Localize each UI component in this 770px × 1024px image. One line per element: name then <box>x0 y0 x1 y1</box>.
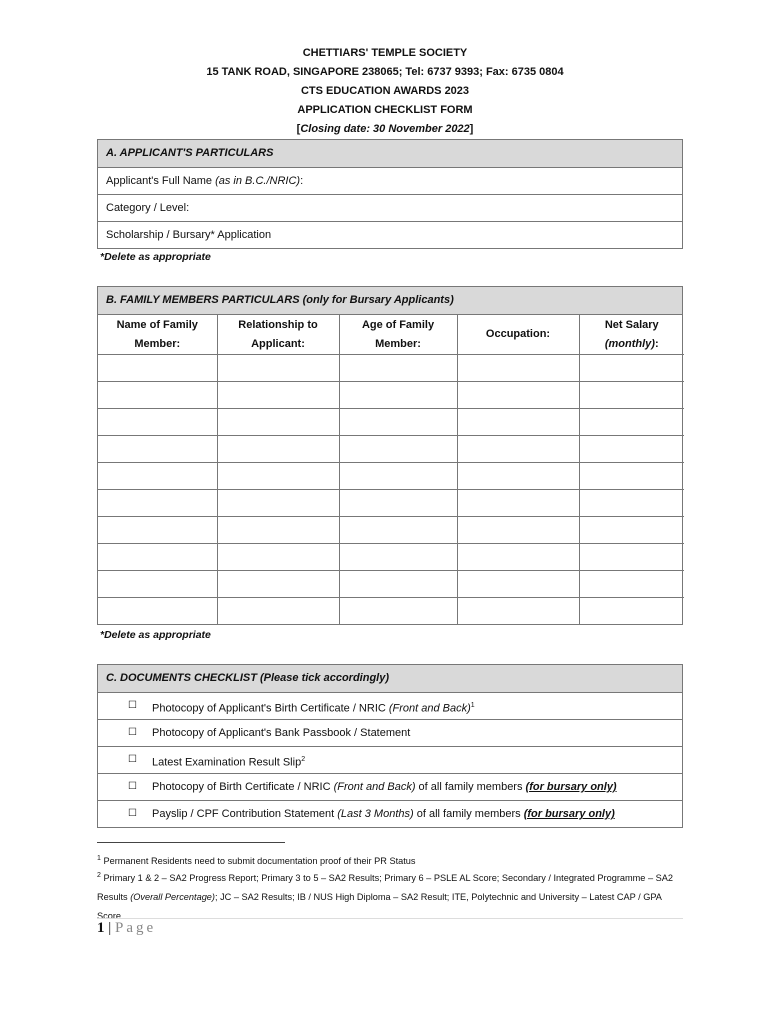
field-application-type[interactable] <box>98 222 682 248</box>
table-cell[interactable] <box>98 517 217 544</box>
col-header-name: Name of Family Member: <box>98 315 217 355</box>
table-cell[interactable] <box>579 571 684 598</box>
field-full-name-hint: (as in B.C./NRIC) <box>215 175 301 187</box>
table-row <box>98 463 684 490</box>
table-cell[interactable] <box>457 409 579 436</box>
section-b-title: B. FAMILY MEMBERS PARTICULARS (only for Bursary Applicants) <box>98 287 682 315</box>
table-row <box>98 436 684 463</box>
section-a-title: A. APPLICANT'S PARTICULARS <box>98 140 682 168</box>
checklist-item-family-nric[interactable]: ☐ Photocopy of Birth Certificate / NRIC (Front and Back) of all family members (for bursary only) <box>98 774 682 801</box>
table-cell[interactable] <box>579 355 684 382</box>
table-cell[interactable] <box>217 571 339 598</box>
col-header-relationship: Relationship to Applicant: <box>217 315 339 355</box>
section-a-note: *Delete as appropriate <box>100 251 211 263</box>
table-cell[interactable] <box>457 571 579 598</box>
field-full-name[interactable]: Applicant's Full Name (as in B.C./NRIC): <box>98 168 682 195</box>
table-cell[interactable] <box>217 490 339 517</box>
col-header-net-salary: Net Salary (monthly): <box>579 315 684 355</box>
table-cell[interactable] <box>217 544 339 571</box>
table-cell[interactable] <box>217 382 339 409</box>
table-cell[interactable] <box>579 490 684 517</box>
checklist-item-applicant-nric[interactable]: ☐ Photocopy of Applicant's Birth Certificate / NRIC (Front and Back)$^1$ <box>98 693 682 720</box>
table-cell[interactable] <box>339 436 457 463</box>
table-cell[interactable] <box>339 544 457 571</box>
footnote-2: $^2$ Primary 1 & 2 – SA2 Progress Report; Primary 3 to 5 – SA2 Results; Primary 6 – PSLE AL Score; Secondary / Integrated Programme – SA2 Results (Overall Percentage); JC – SA2 Results; IB / NUS High Diploma – SA2 Result; ITE, Polytechnic and University – Latest CAP / GPA Score <box>97 872 673 922</box>
org-name: CHETTIARS' TEMPLE SOCIETY <box>302 47 468 59</box>
org-address: 15 TANK ROAD, SINGAPORE 238065; Tel: 6737 9393; Fax: 6735 0804 <box>206 66 564 78</box>
form-title: APPLICATION CHECKLIST FORM <box>297 104 473 116</box>
table-row <box>98 544 684 571</box>
table-cell[interactable] <box>98 463 217 490</box>
table-cell[interactable] <box>579 409 684 436</box>
table-cell[interactable] <box>457 382 579 409</box>
table-cell[interactable] <box>457 355 579 382</box>
table-cell[interactable] <box>339 517 457 544</box>
table-cell[interactable] <box>339 409 457 436</box>
section-c-documents-checklist <box>97 664 683 828</box>
field-full-name-label: Applicant's Full Name <box>106 175 216 187</box>
table-cell[interactable] <box>217 355 339 382</box>
section-c-title: C. DOCUMENTS CHECKLIST (Please tick accordingly) <box>98 665 682 693</box>
table-cell[interactable] <box>457 544 579 571</box>
table-cell[interactable] <box>339 598 457 625</box>
checklist-item-payslip[interactable]: ☐ Payslip / CPF Contribution Statement (Last 3 Months) of all family members (for bursary only) <box>98 801 682 827</box>
table-cell[interactable] <box>579 382 684 409</box>
page-footer-divider <box>97 918 683 919</box>
table-cell[interactable] <box>98 544 217 571</box>
checkbox-icon[interactable]: ☐ <box>128 700 137 711</box>
table-cell[interactable] <box>98 382 217 409</box>
table-row <box>98 571 684 598</box>
table-cell[interactable] <box>579 517 684 544</box>
section-a-applicant-particulars <box>97 139 683 249</box>
table-cell[interactable] <box>579 436 684 463</box>
table-cell[interactable] <box>98 355 217 382</box>
table-cell[interactable] <box>579 598 684 625</box>
table-cell[interactable] <box>217 598 339 625</box>
table-cell[interactable] <box>98 490 217 517</box>
field-category-level[interactable] <box>98 195 682 222</box>
table-cell[interactable] <box>457 490 579 517</box>
table-cell[interactable] <box>98 409 217 436</box>
table-row <box>98 517 684 544</box>
table-cell[interactable] <box>339 382 457 409</box>
field-application-type-label: Scholarship / Bursary* Application <box>106 229 272 241</box>
footnote-1: $^1$ Permanent Residents need to submit documentation proof of their PR Status <box>97 855 416 867</box>
table-cell[interactable] <box>98 436 217 463</box>
col-header-occupation: Occupation: <box>457 315 579 355</box>
table-cell[interactable] <box>217 409 339 436</box>
footnote-divider <box>97 842 285 843</box>
table-cell[interactable] <box>217 463 339 490</box>
checklist-item-result-slip[interactable]: ☐ Latest Examination Result Slip$^2$ <box>98 747 682 774</box>
section-b-family-members <box>97 286 683 625</box>
checkbox-icon[interactable]: ☐ <box>128 781 137 792</box>
table-cell[interactable] <box>457 463 579 490</box>
checkbox-icon[interactable]: ☐ <box>128 754 137 765</box>
table-row <box>98 409 684 436</box>
table-cell[interactable] <box>217 436 339 463</box>
page-number: 1 | Page <box>97 920 157 936</box>
table-cell[interactable] <box>339 490 457 517</box>
field-category-label: Category / Level: <box>106 202 190 214</box>
table-header-row <box>98 315 684 355</box>
table-cell[interactable] <box>339 355 457 382</box>
table-row <box>98 490 684 517</box>
table-cell[interactable] <box>217 517 339 544</box>
table-cell[interactable] <box>98 598 217 625</box>
table-row <box>98 382 684 409</box>
awards-title: CTS EDUCATION AWARDS 2023 <box>300 85 470 97</box>
family-members-table <box>98 315 684 624</box>
table-row <box>98 598 684 625</box>
col-header-age: Age of Family Member: <box>339 315 457 355</box>
closing-date: [Closing date: 30 November 2022] <box>296 123 474 135</box>
table-cell[interactable] <box>457 598 579 625</box>
checklist-item-bank-passbook[interactable]: ☐ Photocopy of Applicant's Bank Passbook / Statement <box>98 720 682 747</box>
table-cell[interactable] <box>579 544 684 571</box>
table-cell[interactable] <box>339 571 457 598</box>
section-b-note: *Delete as appropriate <box>100 629 211 641</box>
checkbox-icon[interactable]: ☐ <box>128 727 137 738</box>
table-cell[interactable] <box>339 463 457 490</box>
table-row <box>98 355 684 382</box>
document-header <box>0 44 770 139</box>
table-cell[interactable] <box>457 436 579 463</box>
checkbox-icon[interactable]: ☐ <box>128 808 137 819</box>
table-cell[interactable] <box>579 463 684 490</box>
table-cell[interactable] <box>98 571 217 598</box>
table-cell[interactable] <box>457 517 579 544</box>
